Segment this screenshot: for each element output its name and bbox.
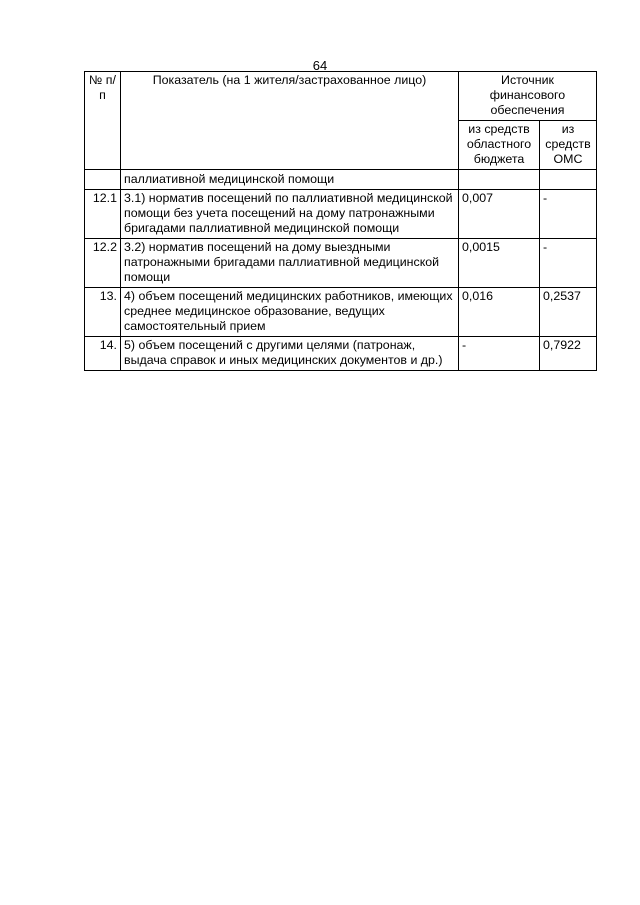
financing-table (84, 71, 597, 371)
row-regional: 0,007 (459, 190, 540, 239)
header-source: Источник финансового обеспечения (459, 72, 597, 121)
row-indicator: 4) объем посещений медицинских работников, имеющих среднее медицинское образование, ведущих самостоятельный прием (121, 288, 459, 337)
header-regional-budget: из средств областного бюджета (459, 121, 540, 170)
table-header-row (85, 72, 597, 121)
row-oms: 0,2537 (540, 288, 597, 337)
table-row (85, 170, 597, 190)
row-indicator: 3.2) норматив посещений на дому выездными патронажными бригадами паллиативной медицинской помощи (121, 239, 459, 288)
row-num: 14. (85, 337, 121, 371)
header-num: № п/п (85, 72, 121, 170)
row-regional: 0,016 (459, 288, 540, 337)
row-oms (540, 170, 597, 190)
row-num (85, 170, 121, 190)
row-oms: 0,7922 (540, 337, 597, 371)
table-row (85, 239, 597, 288)
table-row (85, 337, 597, 371)
table-row (85, 288, 597, 337)
row-indicator: 3.1) норматив посещений по паллиативной медицинской помощи без учета посещений на дому патронажными бригадами паллиативной медицинской помощи (121, 190, 459, 239)
row-num: 12.2 (85, 239, 121, 288)
row-regional (459, 170, 540, 190)
row-regional: 0,0015 (459, 239, 540, 288)
page-number: 64 (312, 58, 328, 73)
row-indicator: паллиативной медицинской помощи (121, 170, 459, 190)
row-num: 12.1 (85, 190, 121, 239)
row-oms: - (540, 239, 597, 288)
row-regional: - (459, 337, 540, 371)
row-num: 13. (85, 288, 121, 337)
header-oms: из средств ОМС (540, 121, 597, 170)
row-oms: - (540, 190, 597, 239)
table-row (85, 190, 597, 239)
header-indicator: Показатель (на 1 жителя/застрахованное лицо) (121, 72, 459, 170)
row-indicator: 5) объем посещений с другими целями (патронаж, выдача справок и иных медицинских документов и др.) (121, 337, 459, 371)
